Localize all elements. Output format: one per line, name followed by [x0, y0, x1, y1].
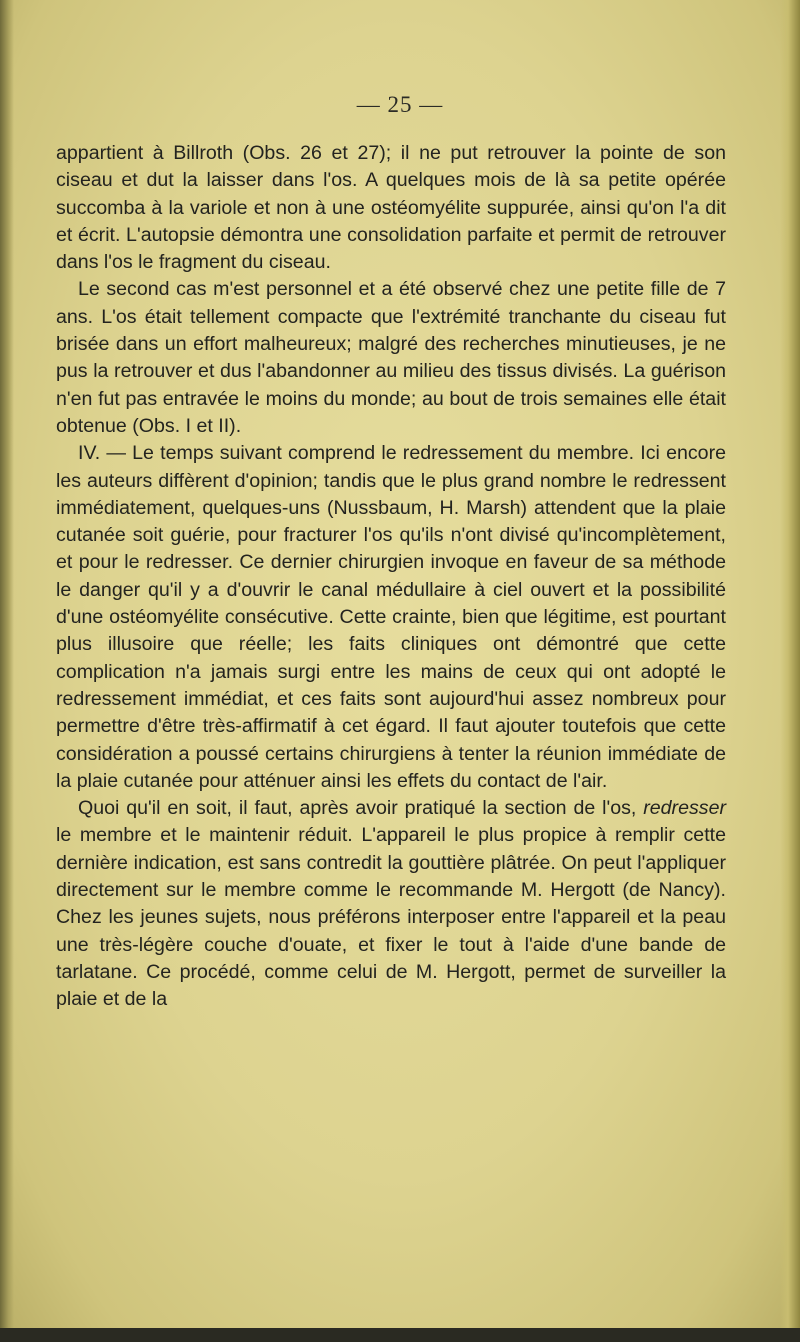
- paragraph-second-case: Le second cas m'est personnel et a été observé chez une petite fille de 7 ans. L'os était tellement compacte que l'extrémité tranchante du ciseau fut brisée dans un effort malheureux; malgré des recherches minutieuses, je ne pus la retrouver et dus l'abandonner au milieu des tissus divisés. La guérison n'en fut pas entravée le moins du monde; au bout de trois semaines elle était obtenue (Obs. I et II).: [56, 278, 726, 437]
- paragraph-redressement: IV. — Le temps suivant comprend le redressement du membre. Ici encore les auteurs diffèrent d'opinion; tandis que le plus grand nombre le redressent immédiatement, quelques-uns (Nussbaum, H. Marsh) attendent que la plaie cutanée soit guérie, pour fracturer l'os qu'ils n'ont divisé qu'incomplètement, et pour le redresser. Ce dernier chirurgien invoque en faveur de sa méthode le danger qu'il y a d'ouvrir le canal médullaire à ciel ouvert et la possibilité d'une ostéomyélite consécutive. Cette crainte, bien que légitime, est pourtant plus illusoire que réelle; les faits cliniques ont démontré que cette complication n'a jamais surgi entre les mains de ceux qui ont adopté le redressement immédiat, et ces faits sont aujourd'hui assez nombreux pour permettre d'être très-affirmatif à cet égard. Il faut ajouter toutefois que cette considération a poussé certains chirurgiens à tenter la réunion immédiate de la plaie cutanée pour atténuer ainsi les effets du contact de l'air.: [56, 442, 726, 792]
- emphasis-redresser: redresser: [643, 797, 726, 820]
- paragraph-billroth: appartient à Billroth (Obs. 26 et 27); il ne put retrouver la pointe de son ciseau et dut la laisser dans l'os. A quelques mois de là sa petite opérée succomba à la variole et non à une ostéomyélite suppurée, ainsi qu'on l'a dit et écrit. L'autopsie démontra une consolidation parfaite et permit de retrouver dans l'os le fragment du ciseau.: [56, 142, 726, 274]
- paragraph-appareil: [56, 795, 726, 1013]
- page-left-edge: [0, 0, 14, 1342]
- page-bottom-edge: [0, 1328, 800, 1342]
- page-number: — 25 —: [356, 92, 444, 117]
- body-text: [56, 140, 726, 1014]
- paragraph-appareil-end: le membre et le maintenir réduit. L'appareil le plus propice à remplir cette dernière indication, est sans contredit la gouttière plâtrée. On peut l'appliquer directement sur le membre comme le recommande M. Hergott (de Nancy). Chez les jeunes sujets, nous préférons interposer entre l'appareil et la peau une très-légère couche d'ouate, et fixer le tout à l'aide d'une bande de tarlatane. Ce procédé, comme celui de M. Hergott, permet de surveiller la plaie et de la: [56, 824, 726, 1011]
- page-right-edge: [780, 0, 800, 1342]
- paragraph-appareil-start: Quoi qu'il en soit, il faut, après avoir pratiqué la section de l'os,: [78, 797, 644, 820]
